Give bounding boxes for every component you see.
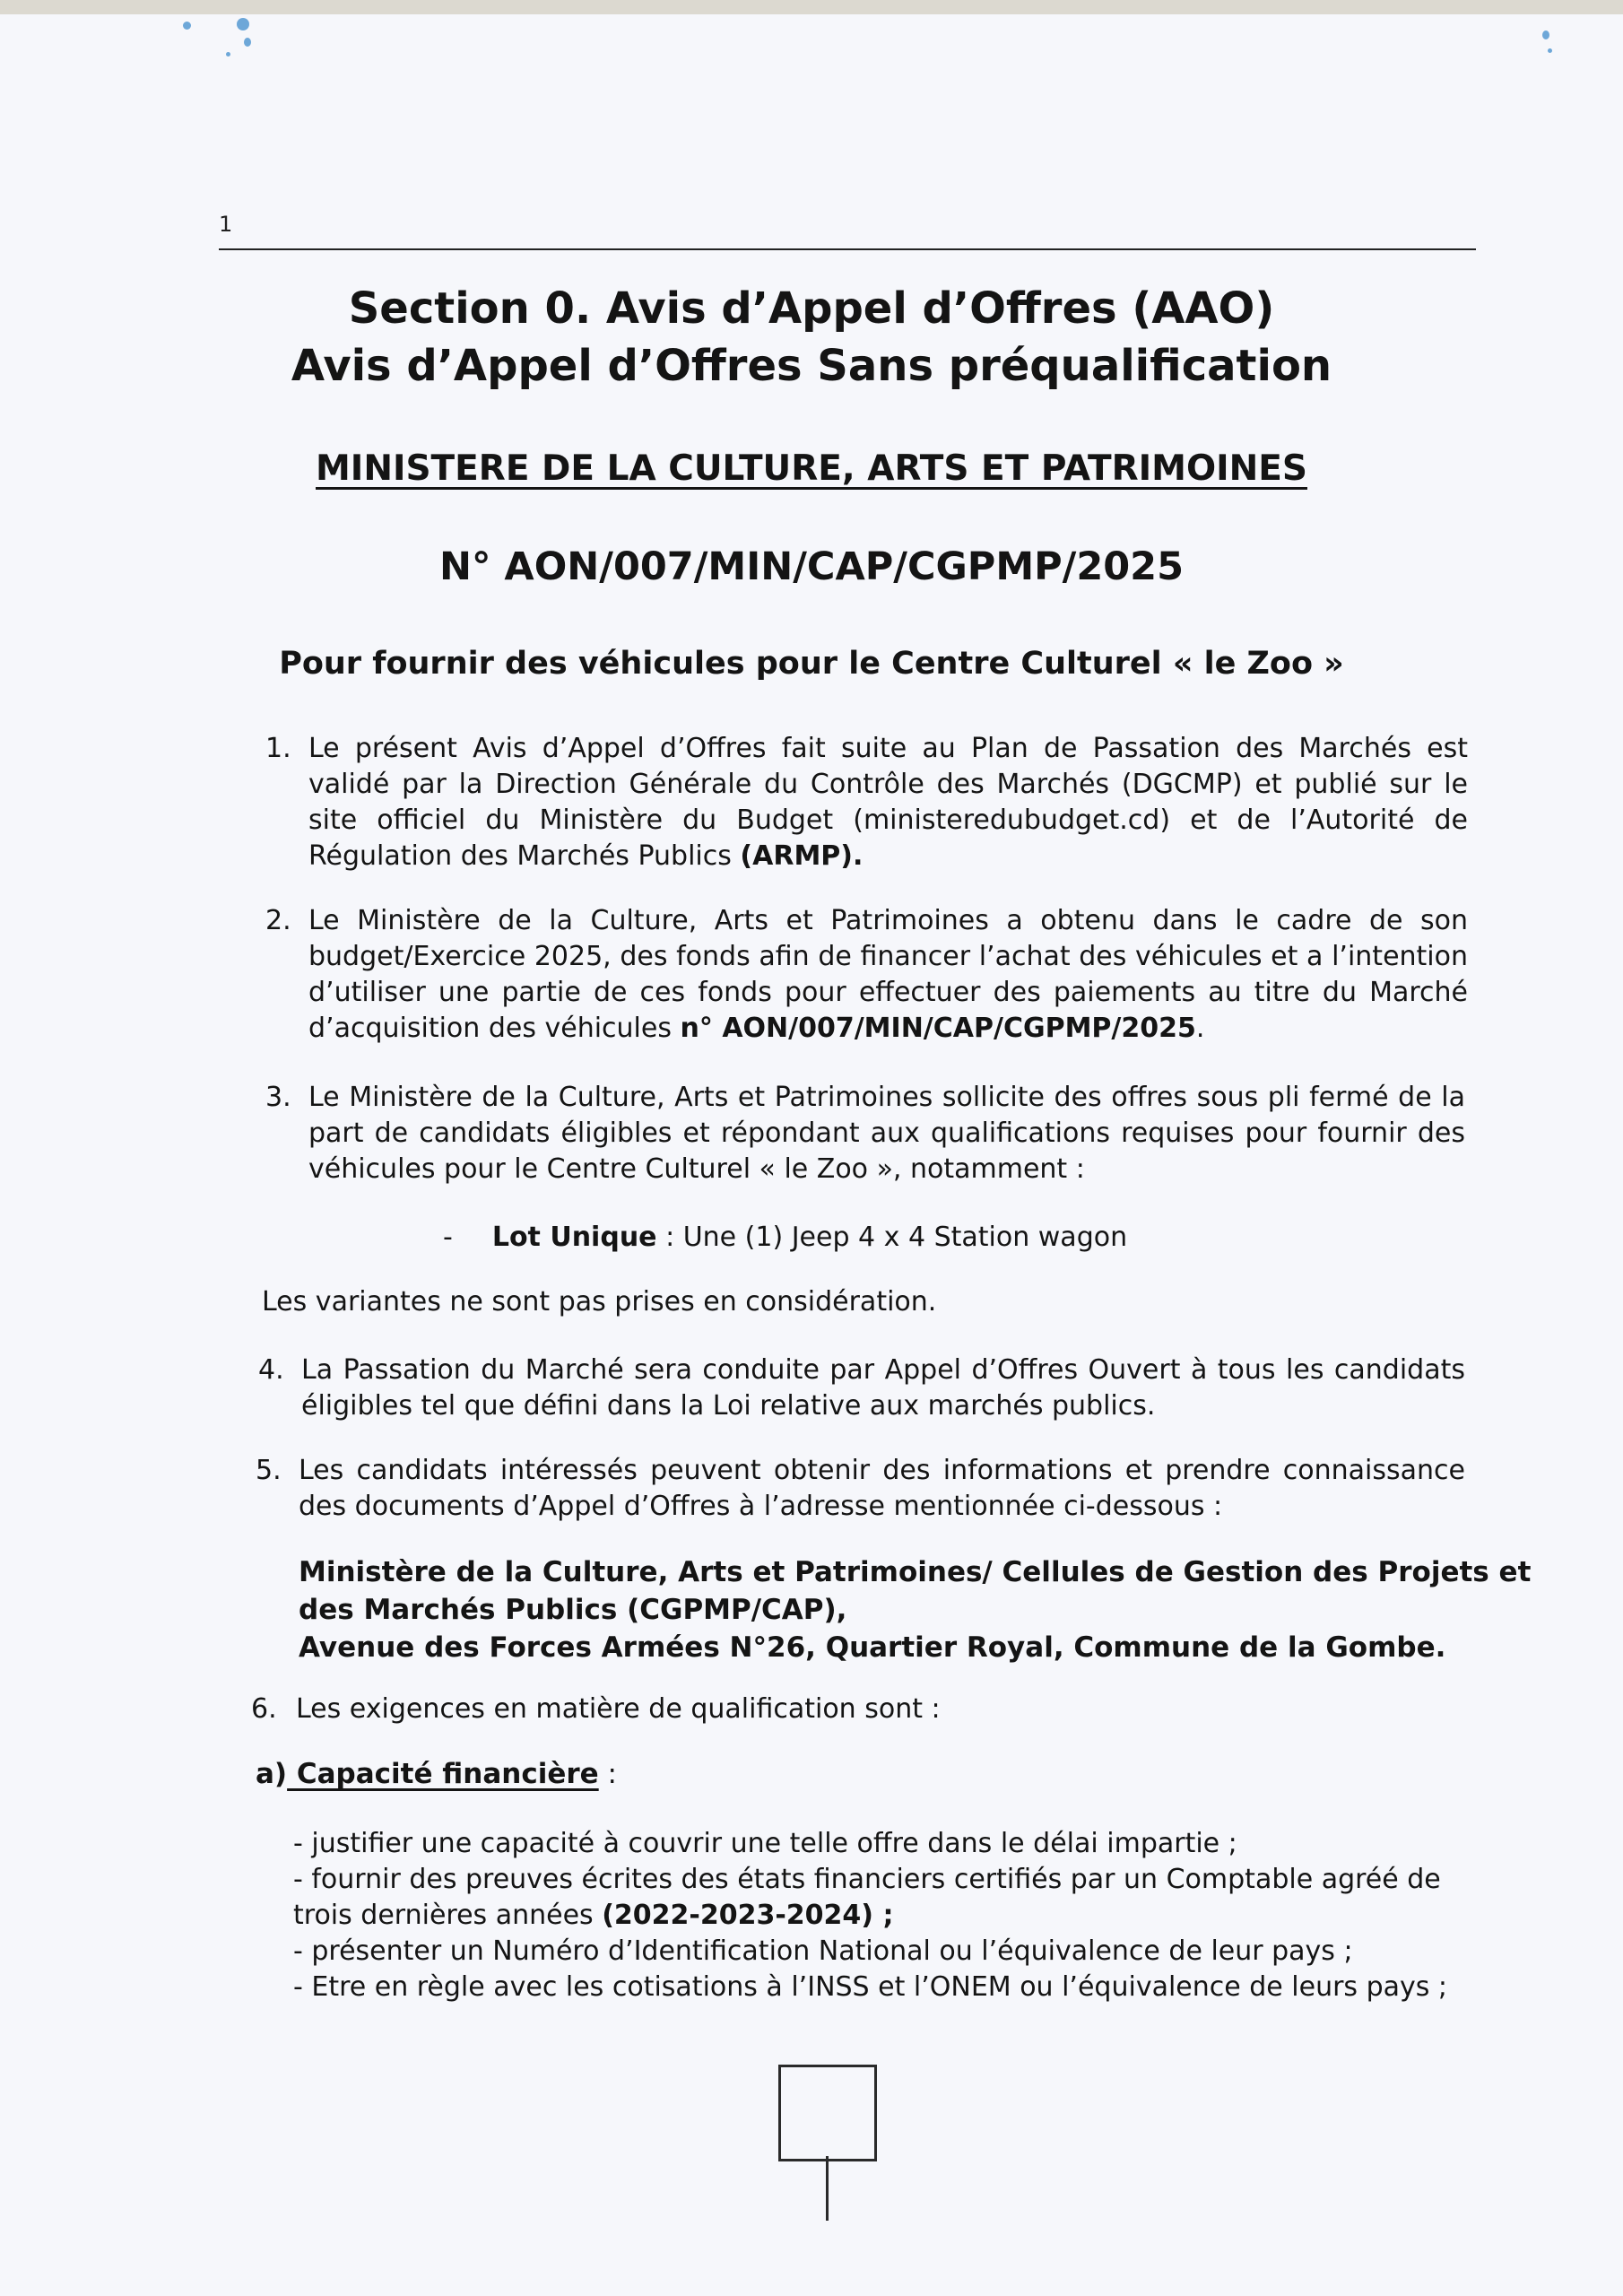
paragraph-text: Le Ministère de la Culture, Arts et Patrimoines a obtenu dans le cadre de son budget/Exercice 2025, des fonds afin de financer l’achat des véhicules et a l’intention d’utiliser une partie de ces fonds pour effectuer des paiements au titre du Marché d’acquisition des véhicules [308,905,1468,1044]
subsection-letter: a) [256,1758,288,1790]
paragraph-6 [251,1693,941,1725]
paragraph-5 [256,1453,1465,1525]
paragraph-bold-text: (ARMP). [740,840,864,872]
tender-purpose: Pour fournir des véhicules pour le Centre Culturel « le Zoo » [279,646,1344,682]
paragraph-bold-text: n° AON/007/MIN/CAP/CGPMP/2025 [680,1013,1196,1044]
ink-speck [1548,48,1552,53]
paragraph-1 [265,731,1468,874]
ink-speck [237,18,249,30]
ink-speck [183,22,191,30]
years-text: trois dernières années [293,1900,603,1931]
financial-requirements-list [293,1826,1468,2005]
section-subtitle: Avis d’Appel d’Offres Sans préqualification [291,341,1332,391]
financial-capacity-heading [256,1758,617,1790]
subsection-suffix: : [598,1758,617,1790]
page-number: 1 [219,212,233,237]
subsection-label: Capacité financière [287,1758,599,1790]
scan-top-edge [0,0,1623,14]
paragraph-2 [265,903,1468,1047]
paragraph-tail: . [1195,1013,1205,1044]
paragraph-text: La Passation du Marché sera conduite par Appel d’Offres Ouvert à tous les candidats éligibles tel que défini dans la Loi relative aux marchés publics. [301,1354,1465,1422]
paragraph-text: Les exigences en matière de qualification sont : [296,1693,941,1725]
list-item-continuation [293,1898,1468,1934]
header-rule [219,248,1476,250]
initials-box-stem [826,2156,829,2221]
lot-label: Lot Unique [491,1222,657,1253]
paragraph-text: Les candidats intéressés peuvent obtenir des informations et prendre connaissance des documents d’Appel d’Offres à l’adresse mentionnée ci-dessous : [299,1455,1465,1522]
paragraph-text: Le Ministère de la Culture, Arts et Patrimoines sollicite des offres sous pli fermé de la part de candidats éligibles et répondant aux qualifications requises pour fournir des véhicules pour le Centre Culturel « le Zoo », notamment : [308,1082,1465,1185]
tender-reference: N° AON/007/MIN/CAP/CGPMP/2025 [438,544,1185,589]
lot-description: : Une (1) Jeep 4 x 4 Station wagon [656,1222,1128,1253]
address-line: Ministère de la Culture, Arts et Patrimoines/ Cellules de Gestion des Projets et [299,1556,1532,1588]
address-line: des Marchés Publics (CGPMP/CAP), [299,1594,847,1626]
paragraph-number: 2. [265,905,291,936]
list-item: - présenter un Numéro d’Identification National ou l’équivalence de leur pays ; [293,1935,1353,1967]
paragraph-number: 6. [251,1693,277,1725]
paragraph-number: 3. [265,1082,291,1113]
address-line: Avenue des Forces Armées N°26, Quartier Royal, Commune de la Gombe. [299,1631,1446,1664]
ink-speck [1542,30,1549,39]
section-title: Section 0. Avis d’Appel d’Offres (AAO) [348,283,1275,334]
paragraph-number: 1. [265,733,291,764]
ink-speck [244,38,251,47]
paragraph-4 [258,1352,1465,1424]
paragraph-text: Le présent Avis d’Appel d’Offres fait suite au Plan de Passation des Marchés est validé par la Direction Générale du Contrôle des Marchés (DGCMP) et publié sur le site officiel du Ministère du Budget (ministeredubudget.cd) et de l’Autorité de Régulation des Marchés Publics [308,733,1468,872]
list-item: - fournir des preuves écrites des états financiers certifiés par un Comptable agréé de [293,1864,1441,1895]
paragraph-3 [265,1080,1465,1187]
lot-dash: - [443,1222,453,1253]
paragraph-number: 5. [256,1455,282,1486]
contact-address [299,1553,1532,1666]
initials-box [778,2065,877,2161]
paragraph-number: 4. [258,1354,284,1386]
variants-note: Les variantes ne sont pas prises en considération. [262,1286,937,1318]
ministry-heading: MINISTERE DE LA CULTURE, ARTS ET PATRIMOINES [316,448,1307,489]
ink-speck [226,52,230,57]
years-bold: (2022-2023-2024) ; [602,1900,894,1931]
list-item: - justifier une capacité à couvrir une telle offre dans le délai impartie ; [293,1828,1237,1859]
lot-item [443,1222,1127,1253]
list-item: - Etre en règle avec les cotisations à l’INSS et l’ONEM ou l’équivalence de leurs pays ; [293,1971,1448,2003]
